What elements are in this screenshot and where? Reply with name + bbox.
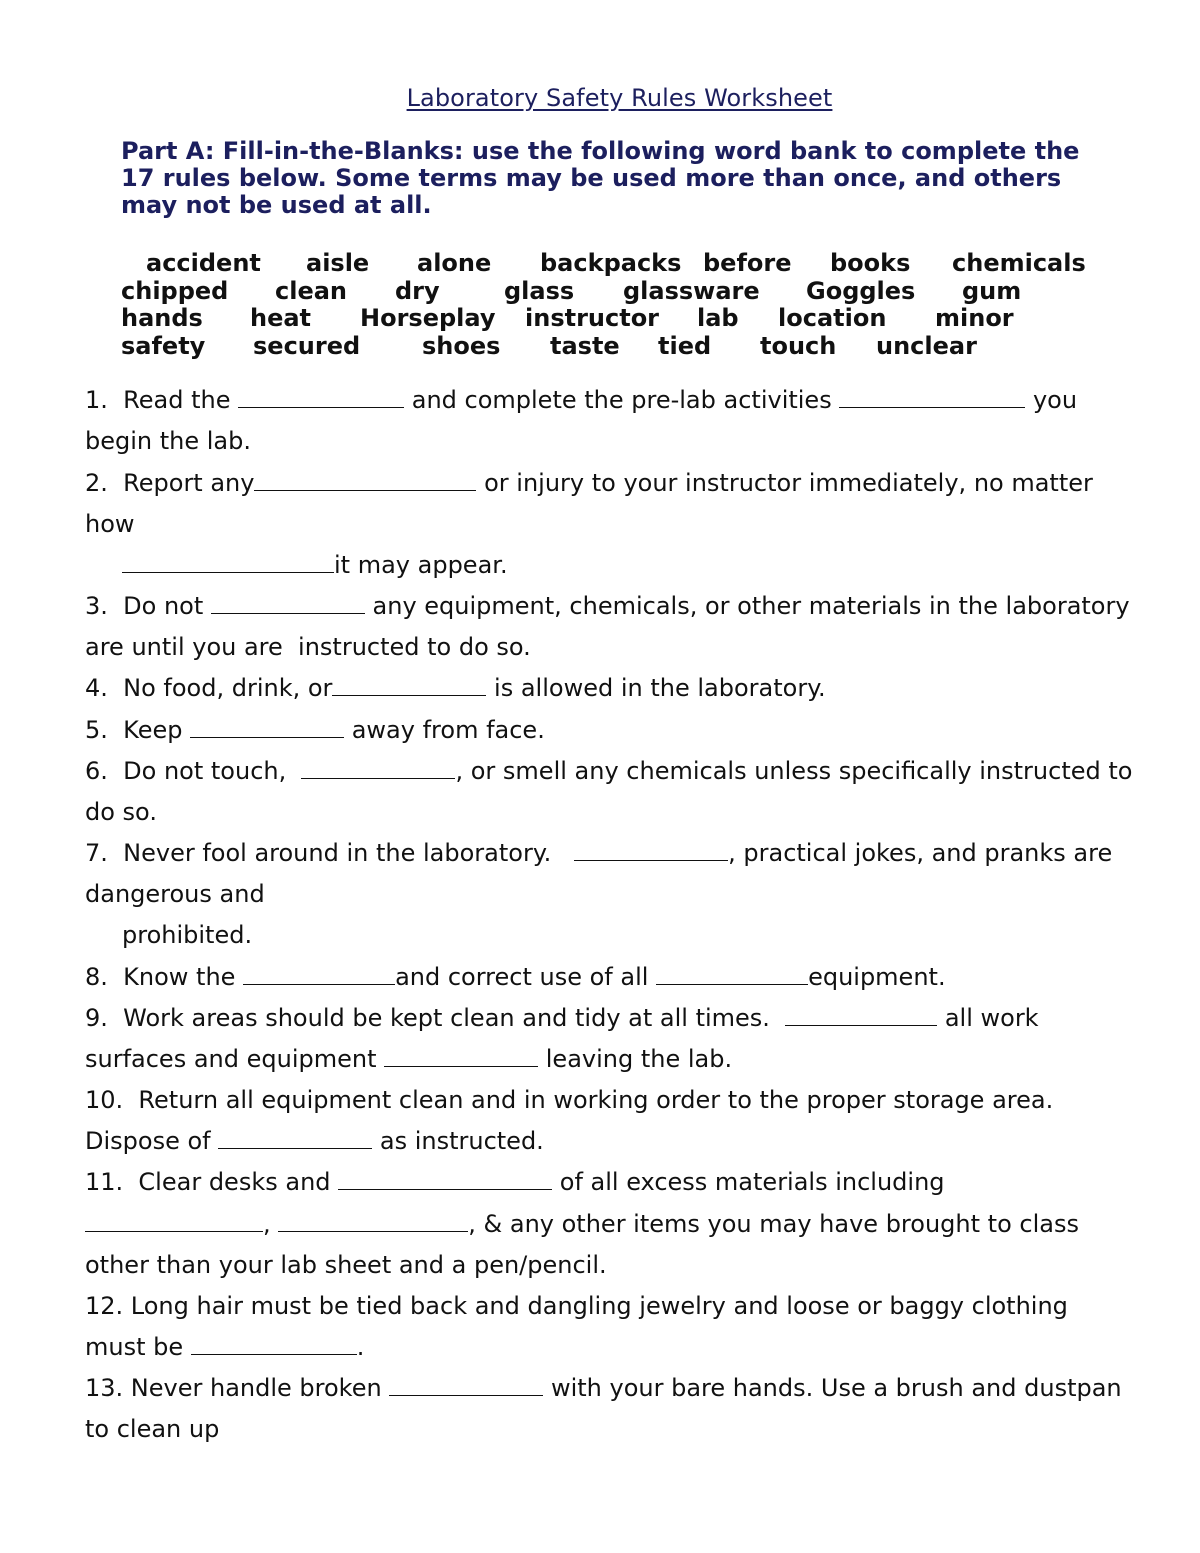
rule-text: any equipment, chemicals, or other materials in the laboratory [364, 592, 1130, 620]
rule-text: prohibited. [122, 921, 253, 949]
answer-blank[interactable] [338, 1170, 552, 1190]
rule-text: as instructed. [372, 1127, 544, 1155]
word-bank-term: Horseplay [360, 304, 496, 332]
rule-text: other than your lab sheet and a pen/pencil. [85, 1251, 607, 1279]
rule-text: to clean up [85, 1415, 220, 1443]
rule-12-cont [85, 1332, 364, 1362]
answer-blank[interactable] [218, 1129, 372, 1149]
rule-11-cont [85, 1209, 1079, 1239]
answer-blank[interactable] [839, 388, 1025, 408]
answer-blank[interactable] [301, 759, 455, 779]
word-bank-term: instructor [525, 304, 660, 332]
rule-text: , practical jokes, and pranks are [728, 839, 1113, 867]
word-bank-term: lab [697, 304, 739, 332]
rule-9 [85, 1003, 1039, 1033]
rule-10-cont [85, 1126, 544, 1156]
rule-text: 3. Do not [85, 592, 211, 620]
rule-6-cont [85, 797, 157, 827]
rule-text: it may appear. [334, 551, 508, 579]
answer-blank[interactable] [278, 1212, 468, 1232]
rule-3-cont [85, 632, 531, 662]
rule-text: away from face. [344, 716, 545, 744]
word-bank-term: safety [121, 332, 206, 360]
answer-blank[interactable] [243, 965, 395, 985]
word-bank-term: location [778, 304, 887, 332]
word-bank-term: gum [962, 277, 1022, 305]
page-title: Laboratory Safety Rules Worksheet [406, 84, 833, 112]
rule-7-cont [122, 920, 252, 950]
rule-text: Dispose of [85, 1127, 219, 1155]
answer-blank[interactable] [190, 718, 344, 738]
answer-blank[interactable] [85, 1212, 263, 1232]
rule-text: begin the lab. [85, 427, 251, 455]
rule-text: do so. [85, 798, 157, 826]
rule-text: 6. Do not touch, [85, 757, 302, 785]
word-bank-term: shoes [422, 332, 501, 360]
word-bank-term: books [830, 249, 911, 277]
rule-text: with your bare hands. Use a brush and dustpan [543, 1374, 1122, 1402]
rule-text: , & any other items you may have brought to class [468, 1210, 1079, 1238]
word-bank-term: glass [504, 277, 575, 305]
word-bank-term: chemicals [952, 249, 1086, 277]
rule-text: is allowed in the laboratory. [486, 674, 826, 702]
rule-text: must be [85, 1333, 191, 1361]
rule-6 [85, 756, 1132, 786]
rule-5 [85, 715, 545, 745]
word-bank-term: dry [395, 277, 440, 305]
instructions: Part A: Fill-in-the-Blanks: use the following word bank to complete the 17 rules below. Some terms may be used more than once, and others may not be used at all. [121, 137, 1080, 219]
word-bank-term: glassware [623, 277, 760, 305]
word-bank-term: chipped [121, 277, 229, 305]
rule-text: equipment. [808, 963, 946, 991]
answer-blank[interactable] [238, 388, 404, 408]
rule-2-cont [85, 509, 135, 539]
word-bank-term: accident [146, 249, 261, 277]
answer-blank[interactable] [254, 471, 476, 491]
rule-2-cont [122, 550, 508, 580]
rule-11 [85, 1167, 945, 1197]
rule-text: leaving the lab. [538, 1045, 733, 1073]
rule-text: 11. Clear desks and [85, 1168, 339, 1196]
rule-7 [85, 838, 1112, 868]
word-bank-term: hands [121, 304, 203, 332]
rule-text: 12. Long hair must be tied back and dangling jewelry and loose or baggy clothing [85, 1292, 1068, 1320]
rule-11-cont [85, 1250, 607, 1280]
rule-8 [85, 962, 946, 992]
rule-text: 7. Never fool around in the laboratory. [85, 839, 575, 867]
rule-text: you [1025, 386, 1078, 414]
answer-blank[interactable] [191, 1335, 357, 1355]
rule-text: 9. Work areas should be kept clean and tidy at all times. [85, 1004, 786, 1032]
rule-9-cont [85, 1044, 732, 1074]
word-bank-term: tied [658, 332, 712, 360]
rule-text: or injury to your instructor immediately, no matter [476, 469, 1093, 497]
rule-text: of all excess materials including [552, 1168, 945, 1196]
rule-text: surfaces and equipment [85, 1045, 385, 1073]
word-bank-term: taste [550, 332, 620, 360]
rule-text: all work [937, 1004, 1039, 1032]
rule-text: are until you are instructed to do so. [85, 633, 531, 661]
rule-text: 10. Return all equipment clean and in working order to the proper storage area. [85, 1086, 1054, 1114]
rule-text: 4. No food, drink, or [85, 674, 333, 702]
word-bank-term: touch [760, 332, 837, 360]
rule-3 [85, 591, 1130, 621]
answer-blank[interactable] [574, 841, 728, 861]
rule-1 [85, 385, 1077, 415]
answer-blank[interactable] [122, 553, 334, 573]
rule-1-cont [85, 426, 251, 456]
rule-text: 5. Keep [85, 716, 191, 744]
rule-10 [85, 1085, 1053, 1115]
rule-text: , [263, 1210, 279, 1238]
rule-text: 2. Report any [85, 469, 255, 497]
rule-text: dangerous and [85, 880, 265, 908]
answer-blank[interactable] [656, 965, 808, 985]
rule-text: , or smell any chemicals unless specifically instructed to [455, 757, 1133, 785]
rule-text: and correct use of all [395, 963, 657, 991]
rule-13 [85, 1373, 1122, 1403]
rule-4 [85, 673, 826, 703]
rule-text: and complete the pre-lab activities [404, 386, 840, 414]
word-bank-term: unclear [876, 332, 977, 360]
rule-text: . [356, 1333, 365, 1361]
word-bank-term: before [703, 249, 792, 277]
answer-blank[interactable] [389, 1376, 543, 1396]
word-bank-term: Goggles [806, 277, 916, 305]
word-bank-term: aisle [306, 249, 370, 277]
rule-7-cont [85, 879, 265, 909]
rule-text: 1. Read the [85, 386, 239, 414]
rule-2 [85, 468, 1093, 498]
word-bank-term: minor [935, 304, 1014, 332]
answer-blank[interactable] [384, 1047, 538, 1067]
rule-13-cont [85, 1414, 219, 1444]
word-bank-term: heat [250, 304, 312, 332]
word-bank-term: secured [253, 332, 361, 360]
rule-12 [85, 1291, 1068, 1321]
answer-blank[interactable] [785, 1006, 937, 1026]
rule-text: how [85, 510, 135, 538]
word-bank-term: clean [275, 277, 348, 305]
word-bank-term: alone [417, 249, 492, 277]
answer-blank[interactable] [211, 594, 365, 614]
rule-text: 8. Know the [85, 963, 244, 991]
rule-text: 13. Never handle broken [85, 1374, 390, 1402]
word-bank-term: backpacks [540, 249, 682, 277]
answer-blank[interactable] [332, 676, 486, 696]
